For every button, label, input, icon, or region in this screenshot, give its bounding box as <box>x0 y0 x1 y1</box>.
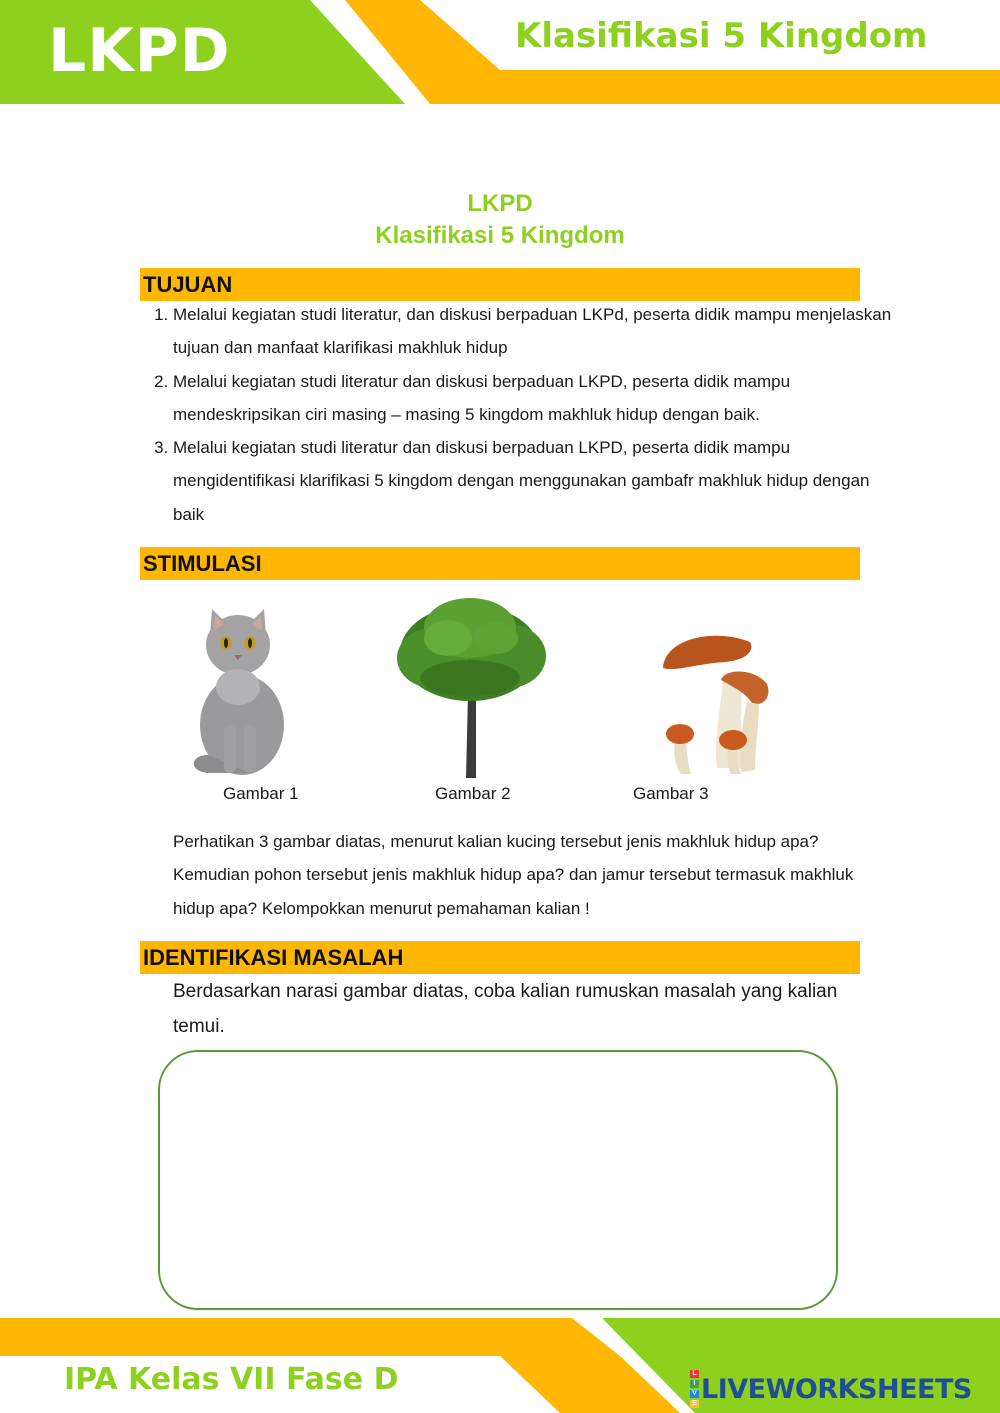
logo-letter: L <box>690 1370 699 1378</box>
figure-caption-1: Gambar 1 <box>223 784 299 803</box>
section-heading-tujuan: TUJUAN <box>140 268 860 301</box>
identifikasi-text: Berdasarkan narasi gambar diatas, coba kalian rumuskan masalah yang kalian temui. <box>173 981 838 1037</box>
header-logo: LKPD <box>48 16 231 86</box>
logo-letter: V <box>690 1390 699 1398</box>
cat-image <box>190 605 300 777</box>
tree-image <box>388 598 553 778</box>
figure-caption-3: Gambar 3 <box>633 784 709 803</box>
section-heading-identifikasi: IDENTIFIKASI MASALAH <box>140 941 860 974</box>
answer-textbox[interactable] <box>158 1050 838 1310</box>
mushroom-image <box>655 628 775 776</box>
liveworksheets-logo <box>690 1372 972 1406</box>
header-title: Klasifikasi 5 Kingdom <box>515 16 928 56</box>
figure-caption-2: Gambar 2 <box>435 784 511 803</box>
logo-letter: E <box>690 1400 699 1408</box>
section-heading-stimulasi: STIMULASI <box>140 547 860 580</box>
document-subtitle: Klasifikasi 5 Kingdom <box>375 222 625 249</box>
list-item: 3. Melalui kegiatan studi literatur dan diskusi berpaduan LKPD, peserta didik mampu mengidentifikasi klarifikasi 5 kingdom dengan menggunakan gambafr makhluk hidup dengan baik <box>173 431 903 531</box>
list-item: 1. Melalui kegiatan studi literatur, dan diskusi berpaduan LKPd, peserta didik mampu menjelaskan tujuan dan manfaat klarifikasi makhluk hidup <box>173 298 903 365</box>
liveworksheets-mark-icon <box>690 1369 699 1409</box>
list-item: 2. Melalui kegiatan studi literatur dan diskusi berpaduan LKPD, peserta didik mampu mendeskripsikan ciri masing – masing 5 kingdom makhluk hidup dengan baik. <box>173 365 903 432</box>
footer-subject: IPA Kelas VII Fase D <box>64 1362 399 1397</box>
logo-letter: I <box>690 1380 699 1388</box>
document-title: LKPD <box>467 190 533 217</box>
liveworksheets-brand: LIVEWORKSHEETS <box>701 1373 972 1405</box>
stimulasi-text: Perhatikan 3 gambar diatas, menurut kalian kucing tersebut jenis makhluk hidup apa? Kemudian pohon tersebut jenis makhluk hidup apa? dan jamur tersebut termasuk makhluk hidup apa? Kelompokkan menurut pemahaman kalian ! <box>173 832 854 918</box>
tujuan-list <box>140 298 903 531</box>
